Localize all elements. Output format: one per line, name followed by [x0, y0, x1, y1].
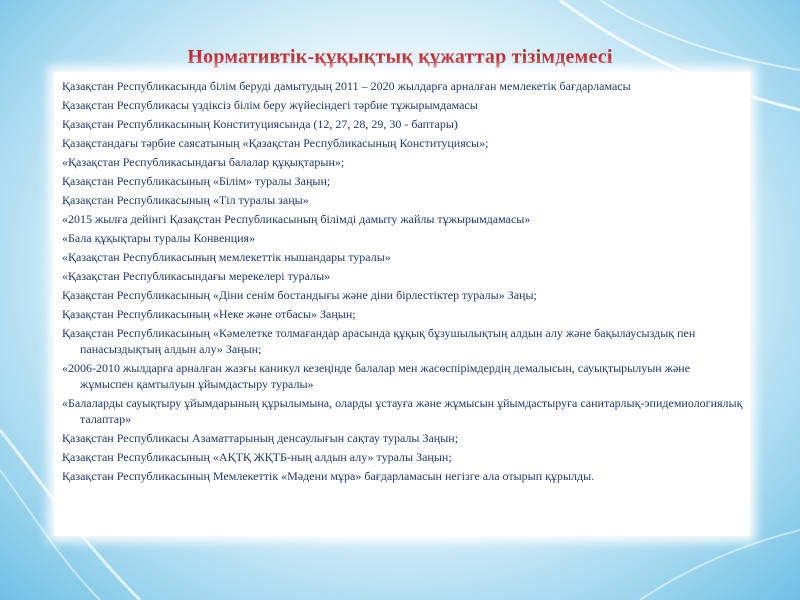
list-item: Қазақстан Республикасында білім беруді дамытудың 2011 – 2020 жылдарға арналған мемлекетік бағдарламасы	[62, 79, 631, 93]
list-item: Қазақстан Республикасының «Тіл туралы заңы»	[62, 193, 309, 207]
list-item: Қазақстан Республикасының «АҚТҚ ЖҚТБ-ның алдын алу» туралы Заңын;	[62, 450, 452, 464]
list-item: Қазақстандағы тәрбие саясатының «Қазақстан Республикасының Конституциясы»;	[62, 136, 489, 150]
list-item: «Бала құқықтары туралы Конвенция»	[62, 231, 256, 245]
list-item: «Қазақстан Республикасындағы мерекелері туралы»	[62, 269, 331, 283]
document-list-panel	[54, 72, 750, 536]
list-item: «Қазақстан Республикасындағы балалар құқықтарын»;	[62, 155, 345, 169]
list-item: Қазақстан Республикасының «Кәмелетке толмағандар арасында құқық бұзушылықтың алдын алу және бақылаусыздық пен панасыздықтың алдын алу» Заңын;	[62, 326, 696, 356]
list-item: Қазақстан Республикасының «Неке және отбасы» Заңын;	[62, 307, 356, 321]
page-title: Нормативтік-құқықтық құжаттар тізімдемесі	[187, 46, 613, 68]
list-item: «Балаларды сауықтыру ұйымдарының құрылымына, оларды ұстауға және жұмысын ұйымдастыруға санитарлық-эпидемиологиялық талаптар»	[62, 396, 743, 426]
list-item: Қазақстан Республикасы Азаматтарының денсаулығын сақтау туралы Заңын;	[62, 431, 459, 445]
list-item: «Қазақстан Республикасының мемлекеттік нышандары туралы»	[62, 250, 391, 264]
list-item: Қазақстан Республикасының Мемлекеттік «Мәдени мұра» бағдарламасын негізге ала отырып құрылды.	[62, 469, 595, 483]
list-item: Қазақстан Республикасының «Білім» туралы Заңын;	[62, 174, 331, 188]
list-item: «2006-2010 жылдарға арналған жазғы каникул кезеңінде балалар мен жасөспірімдердің демалысын, сауықтырылуын және жұмыспен қамтылуын ұйымдастыру туралы»	[62, 361, 691, 391]
list-item: Қазақстан Республикасының «Діни сенім бостандығы және діни бірлестіктер туралы» Заңы;	[62, 288, 537, 302]
list-item: Қазақстан Республикасы үздіксіз білім беру жүйесіндегі тәрбие тұжырымдамасы	[62, 98, 478, 112]
list-item: Қазақстан Республикасының Конституциясында (12, 27, 28, 29, 30 - баптары)	[62, 117, 458, 131]
document-list	[54, 72, 750, 484]
list-item: «2015 жылға дейінгі Қазақстан Республикасының білімді дамыту жайлы тұжырымдамасы»	[62, 212, 531, 226]
